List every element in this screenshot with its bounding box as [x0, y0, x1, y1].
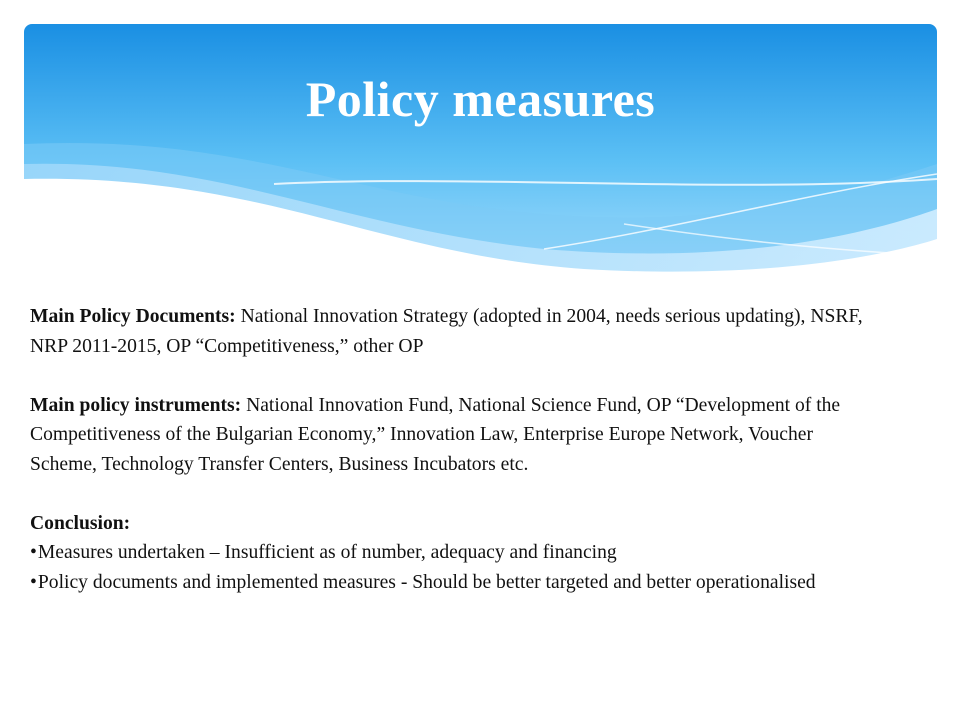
conclusion-section [30, 509, 870, 598]
bullet-icon: • [30, 542, 37, 563]
conclusion-label: Conclusion: [30, 512, 131, 534]
policy-instruments-text: National Innovation Fund, National Science Fund, OP “Development of the Competitiveness of the Bulgarian Economy,” Innovation Law, Enterprise Europe Network, Voucher Scheme, Technology Transfer Centers, Business Incubators etc. [30, 394, 841, 475]
slide-body [30, 302, 870, 597]
policy-instruments-paragraph [30, 391, 870, 480]
policy-documents-paragraph [30, 302, 870, 361]
slide-title: Policy measures [305, 71, 656, 127]
policy-documents-text: National Innovation Strategy (adopted in 2004, needs serious updating), NSRF, NRP 2011-2015, OP “Competitiveness,” other OP [30, 306, 863, 357]
conclusion-list [30, 538, 870, 597]
policy-documents-label: Main Policy Documents: [30, 306, 236, 327]
policy-instruments-label: Main policy instruments: [30, 394, 242, 416]
conclusion-item-text: Measures undertaken – Insufficient as of number, adequacy and financing [37, 542, 617, 563]
wave-background [24, 24, 937, 274]
list-item [30, 568, 870, 598]
bullet-icon: • [30, 571, 37, 593]
conclusion-item-text: Policy documents and implemented measures - Should be better targeted and better operationalised [37, 571, 816, 593]
header-banner [24, 24, 937, 274]
list-item [30, 538, 870, 568]
